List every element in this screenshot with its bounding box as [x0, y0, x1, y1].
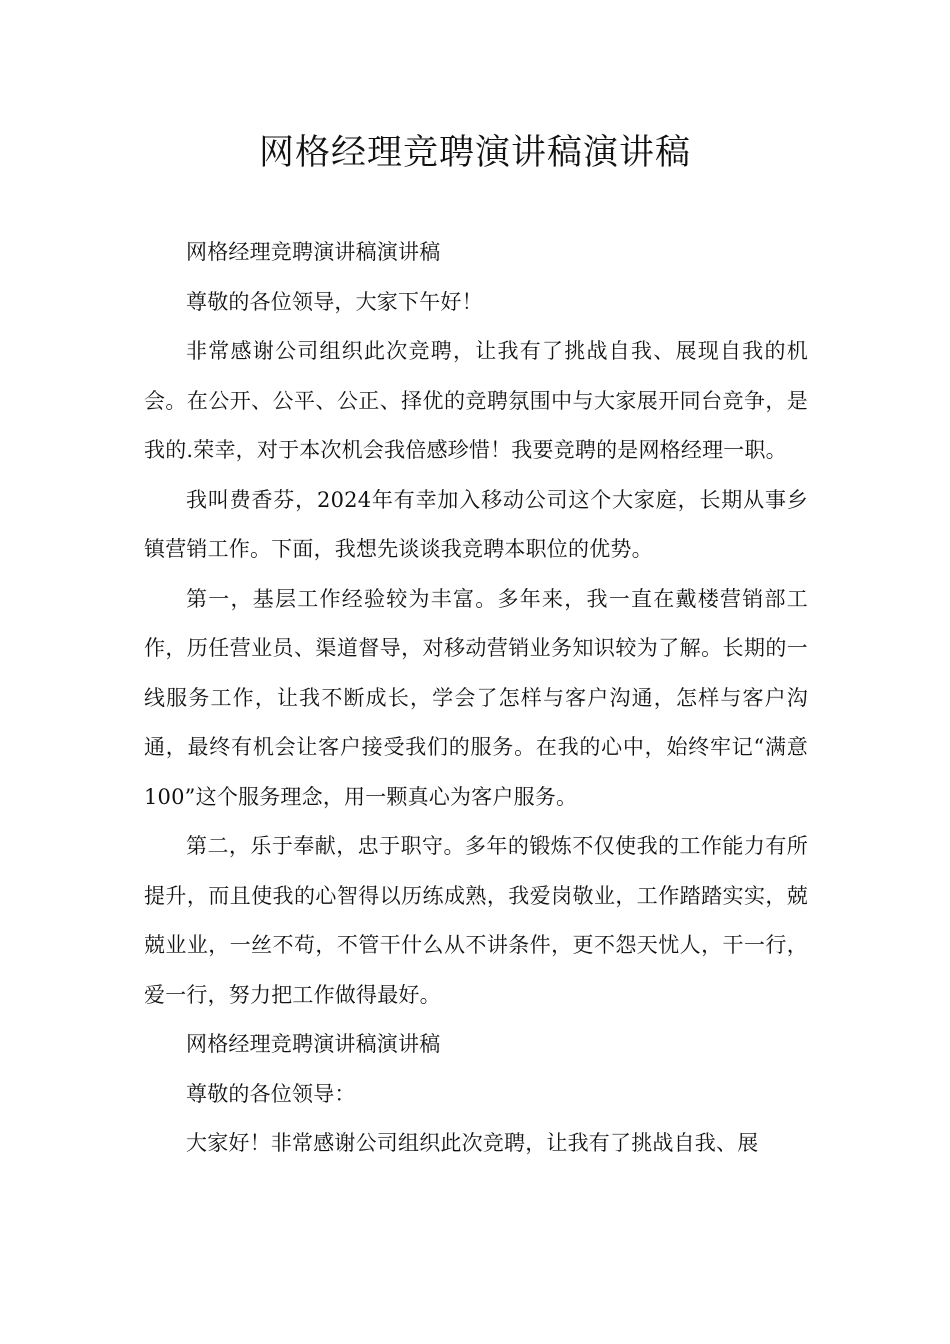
paragraph-thanks-second: 大家好！非常感谢公司组织此次竞聘，让我有了挑战自我、展	[186, 1131, 759, 1155]
paragraph-second-advantage: 第二，乐于奉献，忠于职守。多年的锻炼不仅使我的工作能力有所提升，而且使我的心智得以历练成熟，我爱岗敬业，工作踏踏实实，兢兢业业，一丝不苟，不管干什么从不讲条件，更不怨天忧人，干一行，爱一行，努力把工作做得最好。	[144, 834, 808, 1007]
paragraph-thanks: 非常感谢公司组织此次竞聘，让我有了挑战自我、展现自我的机会。在公开、公平、公正、择优的竞聘氛围中与大家展开同台竞争，是我的.荣幸，对于本次机会我倍感珍惜！我要竞聘的是网格经理一职。	[144, 339, 808, 462]
paragraph-heading-second: 网格经理竞聘演讲稿演讲稿	[186, 1032, 441, 1056]
document-title: 网格经理竞聘演讲稿演讲稿	[258, 133, 691, 173]
paragraph-greeting: 尊敬的各位领导，大家下午好！	[186, 289, 483, 314]
paragraph-introduction: 我叫费香芬，2024年有幸加入移动公司这个大家庭，长期从事乡镇营销工作。下面，我想先谈谈我竞聘本职位的优势。	[144, 487, 808, 561]
paragraph-first-advantage: 第一，基层工作经验较为丰富。多年来，我一直在戴楼营销部工作，历任营业员、渠道督导，对移动营销业务知识较为了解。长期的一线服务工作，让我不断成长，学会了怎样与客户沟通，怎样与客户沟通，最终有机会让客户接受我们的服务。在我的心中，始终牢记“满意100”这个服务理念，用一颗真心为客户服务。	[144, 586, 808, 809]
paragraph-greeting-second: 尊敬的各位领导：	[186, 1081, 356, 1106]
paragraph-heading-repeat: 网格经理竞聘演讲稿演讲稿	[186, 240, 441, 264]
document-body	[144, 228, 808, 1169]
